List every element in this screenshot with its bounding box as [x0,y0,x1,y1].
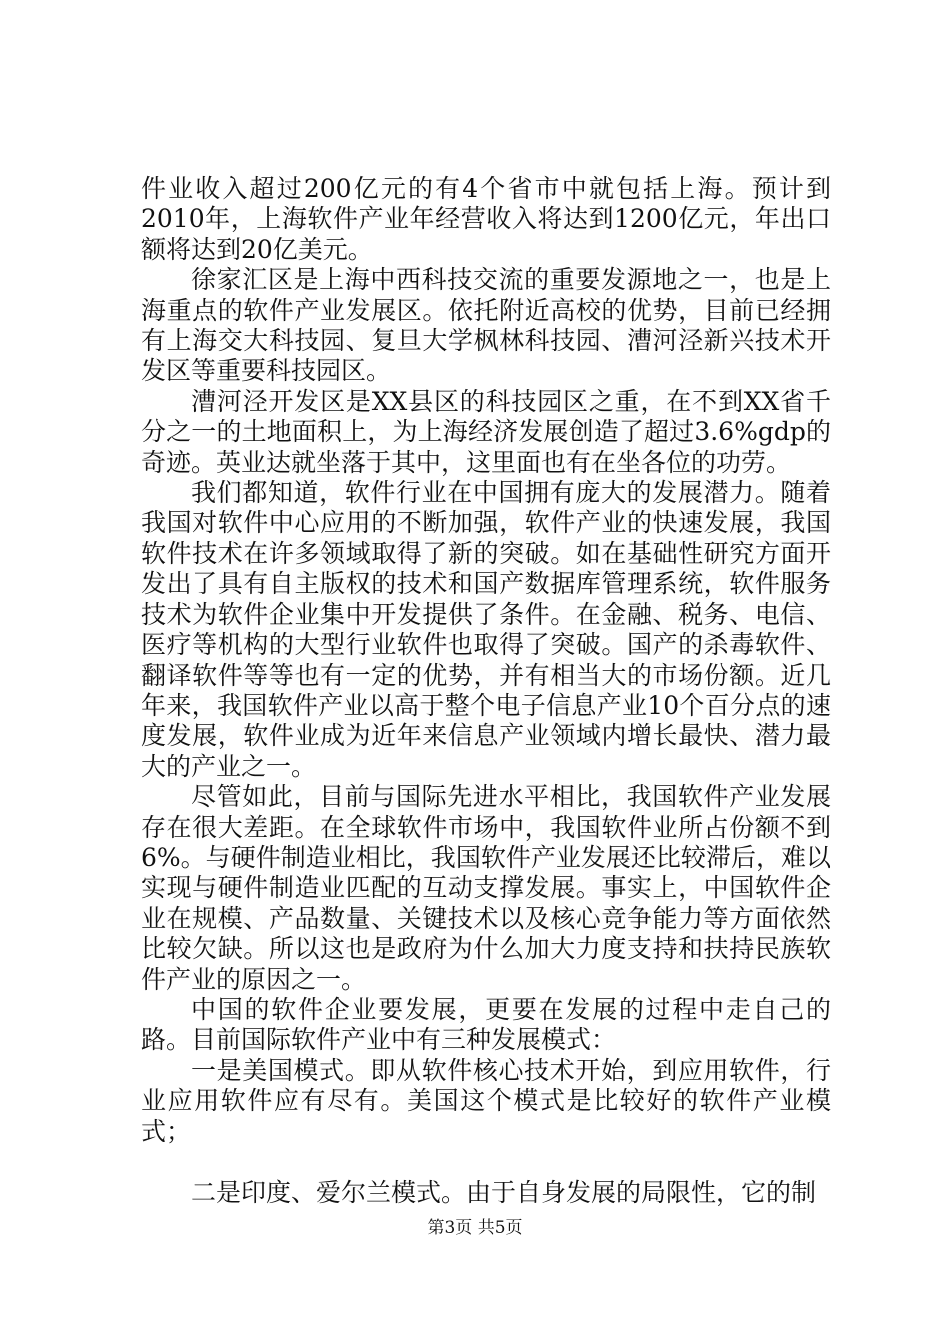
page-number-footer: 第3页 共5页 [427,1218,523,1238]
paragraph-software-potential: 我们都知道，软件行业在中国拥有庞大的发展潜力。随着我国对软件中心应用的不断加强，软件产业的快速发展，我国软件技术在许多领域取得了新的突破。如在基础性研究方面开发出了具有自主版权的技术和国产数据库管理系统，软件服务技术为软件企业集中开发提供了条件。在金融、税务、电信、医疗等机构的大型行业软件也取得了突破。国产的杀毒软件、翻译软件等等也有一定的优势，并有相当大的市场份额。近几年来，我国软件产业以高于整个电子信息产业10个百分点的速度发展，软件业成为近年来信息产业领域内增长最快、潜力最大的产业之一。 [141,478,831,781]
paragraph-us-model: 一是美国模式。即从软件核心技术开始，到应用软件，行业应用软件应有尽有。美国这个模式是比较好的软件产业模式； [141,1055,831,1146]
paragraph-xujiahui: 徐家汇区是上海中西科技交流的重要发源地之一，也是上海重点的软件产业发展区。依托附近高校的优势，目前已经拥有上海交大科技园、复旦大学枫林科技园、漕河泾新兴技术开发区等重要科技园区。 [141,265,831,386]
paragraph-continuation: 件业收入超过200亿元的有4个省市中就包括上海。预计到2010年，上海软件产业年经营收入将达到1200亿元，年出口额将达到20亿美元。 [141,174,831,264]
paragraph-caohejing: 漕河泾开发区是XX县区的科技园区之重，在不到XX省千分之一的土地面积上，为上海经济发展创造了超过3.6%gdp的奇迹。英业达就坐落于其中，这里面也有在坐各位的功劳。 [141,386,831,477]
document-body [141,174,831,1208]
paragraph-software-gap: 尽管如此，目前与国际先进水平相比，我国软件产业发展存在很大差距。在全球软件市场中，我国软件业所占份额不到6%。与硬件制造业相比，我国软件产业发展还比较滞后，难以实现与硬件制造业匹配的互动支撑发展。事实上，中国软件企业在规模、产品数量、关键技术以及核心竞争能力等方面依然比较欠缺。所以这也是政府为什么加大力度支持和扶持民族软件产业的原因之一。 [141,782,831,994]
paragraph-development-models: 中国的软件企业要发展，更要在发展的过程中走自己的路。目前国际软件产业中有三种发展模式： [141,994,831,1055]
paragraph-india-ireland-model: 二是印度、爱尔兰模式。由于自身发展的局限性，它的制 [191,1178,817,1207]
